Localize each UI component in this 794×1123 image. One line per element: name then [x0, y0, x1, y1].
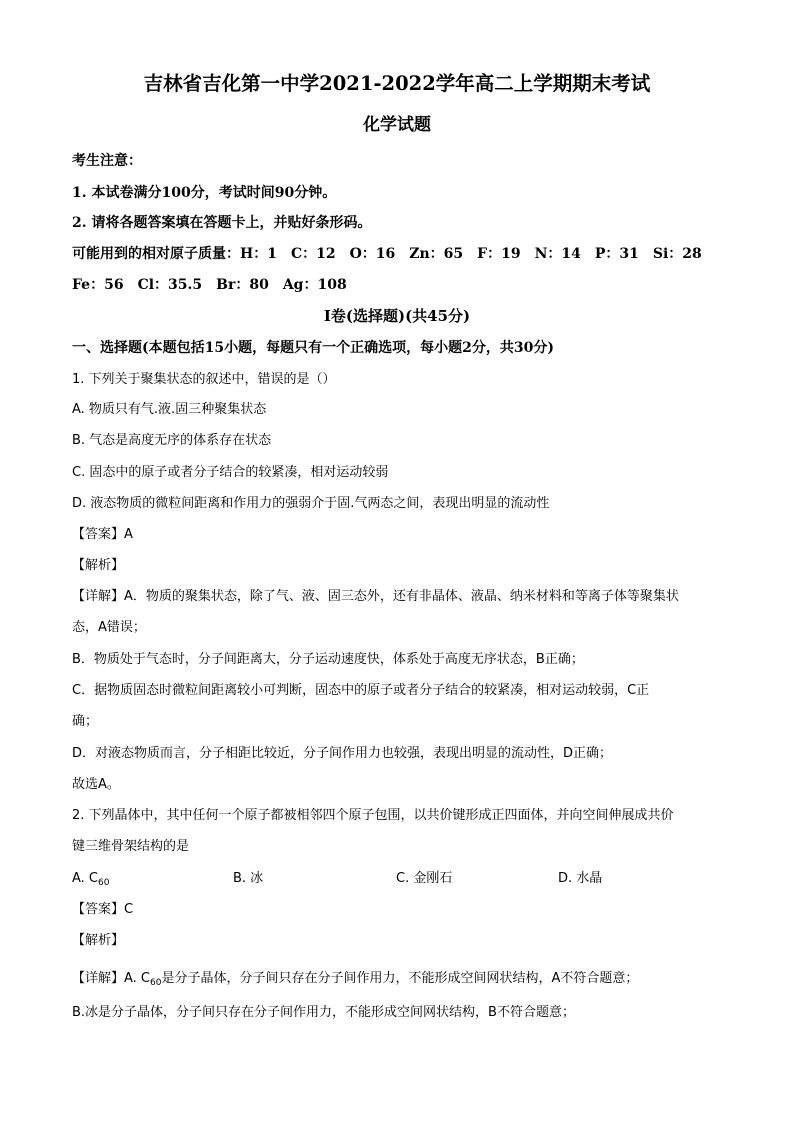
q1-analysis-label: 【解析】 — [72, 558, 125, 573]
q1-detail-3b: 确； — [72, 714, 99, 729]
part1-heading: Ⅰ卷(选择题)(共45分) — [323, 307, 471, 325]
q1-detail-1a: 【详解】A．物质的聚集状态，除了气、液、固三态外，还有非晶体、液晶、纳米材料和等离子体等聚集状 — [72, 589, 679, 604]
q2-option-a — [72, 870, 109, 888]
q1-stem: 1. 下列关于聚集状态的叙述中，错误的是（） — [72, 372, 336, 387]
q1-conclusion: 故选A。 — [72, 777, 120, 792]
notice-item-1: 1. 本试卷满分100分，考试时间90分钟。 — [72, 185, 337, 201]
q2-option-c: C. 金刚石 — [396, 871, 453, 886]
q2-detail-1-rest: 是分子晶体，分子间只存在分子间作用力，不能形成空间网状结构，A不符合题意； — [161, 971, 639, 986]
q1-detail-4: D．对液态物质而言，分子相距比较近，分子间作用力也较强，表现出明显的流动性，D正确； — [72, 746, 613, 761]
q1-detail-3a: C．据物质固态时微粒间距离较小可判断，固态中的原子或者分子结合的较紧凑，相对运动较弱，C正 — [72, 683, 650, 698]
notice-heading: 考生注意： — [72, 153, 142, 169]
q2-detail-1-prefix: 【详解】A. C — [72, 971, 151, 986]
atomic-masses-line-2: Fe：56 Cl：35.5 Br：80 Ag：108 — [72, 277, 347, 293]
q2-stem-line-1: 2. 下列晶体中，其中任何一个原子都被相邻四个原子包围，以共价键形成正四面体，并向空间伸展成共价 — [72, 808, 674, 823]
q1-option-d: D. 液态物质的微粒间距离和作用力的强弱介于固.气两态之间，表现出明显的流动性 — [72, 496, 550, 511]
q1-option-c: C. 固态中的原子或者分子结合的较紧凑，相对运动较弱 — [72, 465, 389, 480]
q2-detail-1 — [72, 970, 638, 988]
q2-detail-1-subscript: 60 — [150, 978, 162, 988]
q2-answer: 【答案】C — [72, 902, 134, 917]
q1-answer: 【答案】A — [72, 527, 133, 542]
q1-option-b: B. 气态是高度无序的体系存在状态 — [72, 433, 272, 448]
section-heading: 一、选择题(本题包括15小题，每题只有一个正确选项，每小题2分，共30分) — [72, 340, 554, 356]
q1-detail-2: B．物质处于气态时，分子间距离大，分子运动速度快，体系处于高度无序状态，B正确； — [72, 652, 584, 667]
notice-item-2: 2. 请将各题答案填在答题卡上，并贴好条形码。 — [72, 215, 372, 231]
q2-option-d: D. 水晶 — [558, 871, 603, 886]
q1-option-a: A. 物质只有气.液.固三种聚集状态 — [72, 402, 267, 417]
exam-title: 吉林省吉化第一中学2021-2022学年高二上学期期末考试 — [143, 72, 651, 95]
exam-subtitle: 化学试题 — [363, 115, 431, 135]
q2-option-a-prefix: A. C — [72, 871, 99, 886]
q2-stem-line-2: 键三维骨架结构的是 — [72, 839, 190, 854]
q2-option-a-subscript: 60 — [98, 878, 110, 888]
q2-option-b: B. 冰 — [233, 871, 264, 886]
q2-analysis-label: 【解析】 — [72, 933, 125, 948]
q1-detail-1b: 态，A错误； — [72, 620, 146, 635]
atomic-masses-line-1: 可能用到的相对原子质量：H：1 C：12 O：16 Zn：65 F：19 N：14 P：31 Si：28 — [72, 246, 702, 262]
q2-detail-2: B.冰是分子晶体，分子间只存在分子间作用力，不能形成空间网状结构，B不符合题意； — [72, 1005, 575, 1020]
